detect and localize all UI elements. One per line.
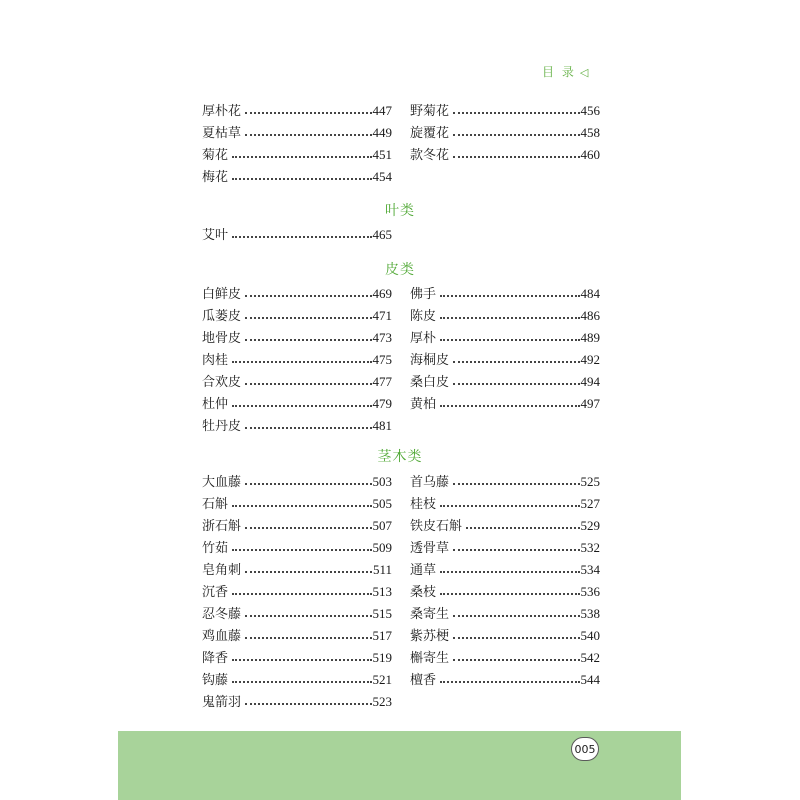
toc-entry[interactable] (410, 603, 600, 625)
entry-name: 肉桂 (202, 353, 229, 368)
entry-page-number: 477 (372, 374, 392, 389)
entry-name: 白鲜皮 (202, 287, 242, 302)
dot-leader (232, 405, 371, 407)
toc-entry[interactable] (202, 493, 392, 515)
entry-page-number: 460 (580, 147, 600, 162)
dot-leader (453, 361, 579, 363)
dot-leader (245, 383, 371, 385)
dot-leader (453, 156, 579, 158)
entry-name: 菊花 (202, 148, 229, 163)
toc-entry[interactable] (202, 144, 392, 166)
entry-page-number: 494 (580, 374, 600, 389)
dot-leader (453, 659, 579, 661)
entry-name: 桑白皮 (410, 375, 450, 390)
dot-leader (232, 361, 371, 363)
entry-page-number: 507 (372, 518, 392, 533)
leaves-left-column (202, 224, 392, 246)
entry-name: 瓜蒌皮 (202, 309, 242, 324)
running-header (542, 63, 590, 80)
entry-page-number: 486 (580, 308, 600, 323)
entry-page-number: 529 (580, 518, 600, 533)
entry-page-number: 542 (580, 650, 600, 665)
toc-entry[interactable] (410, 669, 600, 691)
page-number: 005 (571, 737, 599, 761)
entry-name: 桑枝 (410, 585, 437, 600)
entry-page-number: 479 (372, 396, 392, 411)
toc-entry[interactable] (202, 515, 392, 537)
entry-name: 石斛 (202, 497, 229, 512)
dot-leader (232, 681, 371, 683)
dot-leader (440, 339, 579, 341)
dot-leader (245, 134, 371, 136)
entry-page-number: 521 (372, 672, 392, 687)
section-title-leaves: 叶类 (385, 203, 415, 219)
entry-name: 大血藤 (202, 475, 242, 490)
dot-leader (245, 571, 372, 573)
toc-entry[interactable] (410, 305, 600, 327)
dot-leader (440, 317, 579, 319)
dot-leader (453, 134, 579, 136)
entry-page-number: 497 (580, 396, 600, 411)
entry-page-number: 454 (372, 169, 392, 184)
dot-leader (232, 593, 371, 595)
entry-name: 地骨皮 (202, 331, 242, 346)
toc-entry[interactable] (410, 493, 600, 515)
dot-leader (440, 295, 579, 297)
toc-entry[interactable] (202, 559, 392, 581)
dot-leader (245, 339, 371, 341)
entry-name: 沉香 (202, 585, 229, 600)
toc-entry[interactable] (202, 283, 392, 305)
section-title-barks: 皮类 (385, 262, 415, 278)
triangle-marker-icon: ◁ (579, 66, 591, 79)
entry-name: 忍冬藤 (202, 607, 242, 622)
toc-entry[interactable] (202, 415, 392, 437)
dot-leader (232, 659, 371, 661)
entry-name: 厚朴 (410, 331, 437, 346)
dot-leader (440, 571, 579, 573)
entry-name: 紫苏梗 (410, 629, 450, 644)
entry-page-number: 447 (372, 103, 392, 118)
entry-name: 鬼箭羽 (202, 695, 242, 710)
toc-entry[interactable] (410, 537, 600, 559)
barks-right-column (410, 283, 600, 415)
dot-leader (232, 549, 371, 551)
toc-entry[interactable] (410, 581, 600, 603)
toc-entry[interactable] (202, 581, 392, 603)
dot-leader (232, 156, 371, 158)
entry-page-number: 525 (580, 474, 600, 489)
dot-leader (245, 615, 371, 617)
dot-leader (245, 427, 371, 429)
stems-right-column (410, 471, 600, 691)
dot-leader (245, 112, 371, 114)
dot-leader (453, 483, 579, 485)
entry-page-number: 458 (580, 125, 600, 140)
entry-name: 牡丹皮 (202, 419, 242, 434)
toc-entry[interactable] (202, 349, 392, 371)
entry-name: 首乌藤 (410, 475, 450, 490)
entry-page-number: 517 (372, 628, 392, 643)
entry-page-number: 503 (372, 474, 392, 489)
entry-page-number: 449 (372, 125, 392, 140)
toc-entry[interactable] (410, 283, 600, 305)
toc-entry[interactable] (410, 100, 600, 122)
entry-page-number: 465 (372, 227, 392, 242)
entry-name: 厚朴花 (202, 104, 242, 119)
toc-entry[interactable] (202, 393, 392, 415)
flowers-left-column (202, 100, 392, 188)
entry-page-number: 511 (372, 562, 392, 577)
toc-entry[interactable] (202, 669, 392, 691)
dot-leader (232, 505, 371, 507)
entry-page-number: 492 (580, 352, 600, 367)
section-title-stems: 茎木类 (377, 449, 423, 465)
toc-entry[interactable] (410, 349, 600, 371)
entry-page-number: 451 (372, 147, 392, 162)
entry-page-number: 475 (372, 352, 392, 367)
toc-entry[interactable] (410, 327, 600, 349)
entry-page-number: 544 (580, 672, 600, 687)
toc-entry[interactable] (202, 327, 392, 349)
entry-name: 竹茹 (202, 541, 229, 556)
entry-name: 旋覆花 (410, 126, 450, 141)
dot-leader (245, 703, 371, 705)
dot-leader (440, 681, 579, 683)
dot-leader (245, 637, 371, 639)
toc-entry[interactable] (410, 371, 600, 393)
toc-entry[interactable] (202, 100, 392, 122)
toc-entry[interactable] (202, 122, 392, 144)
entry-name: 浙石斛 (202, 519, 242, 534)
toc-entry[interactable] (410, 144, 600, 166)
entry-page-number: 534 (580, 562, 600, 577)
entry-name: 透骨草 (410, 541, 450, 556)
entry-name: 通草 (410, 563, 437, 578)
dot-leader (245, 317, 371, 319)
entry-name: 陈皮 (410, 309, 437, 324)
toc-entry[interactable] (202, 625, 392, 647)
entry-name: 檀香 (410, 673, 437, 688)
dot-leader (245, 527, 371, 529)
entry-page-number: 505 (372, 496, 392, 511)
dot-leader (466, 527, 579, 529)
toc-entry[interactable] (202, 371, 392, 393)
entry-name: 槲寄生 (410, 651, 450, 666)
toc-entry[interactable] (410, 122, 600, 144)
entry-name: 铁皮石斛 (410, 519, 463, 534)
entry-page-number: 519 (372, 650, 392, 665)
stems-left-column (202, 471, 392, 713)
barks-left-column (202, 283, 392, 437)
dot-leader (453, 549, 579, 551)
toc-entry[interactable] (410, 515, 600, 537)
header-title: 目 录 (542, 65, 576, 79)
toc-entry[interactable] (202, 471, 392, 493)
toc-entry[interactable] (410, 471, 600, 493)
dot-leader (453, 112, 579, 114)
entry-name: 桑寄生 (410, 607, 450, 622)
toc-entry[interactable] (202, 224, 392, 246)
entry-name: 降香 (202, 651, 229, 666)
entry-name: 野菊花 (410, 104, 450, 119)
entry-name: 夏枯草 (202, 126, 242, 141)
entry-page-number: 473 (372, 330, 392, 345)
entry-page-number: 540 (580, 628, 600, 643)
toc-entry[interactable] (202, 166, 392, 188)
toc-entry[interactable] (202, 305, 392, 327)
dot-leader (440, 405, 579, 407)
entry-name: 合欢皮 (202, 375, 242, 390)
entry-page-number: 513 (372, 584, 392, 599)
entry-page-number: 469 (372, 286, 392, 301)
entry-page-number: 523 (372, 694, 392, 709)
entry-page-number: 481 (372, 418, 392, 433)
toc-entry[interactable] (410, 559, 600, 581)
entry-name: 艾叶 (202, 228, 229, 243)
dot-leader (232, 236, 371, 238)
entry-name: 海桐皮 (410, 353, 450, 368)
toc-entry[interactable] (202, 647, 392, 669)
toc-entry[interactable] (410, 625, 600, 647)
entry-page-number: 532 (580, 540, 600, 555)
toc-entry[interactable] (202, 691, 392, 713)
entry-page-number: 536 (580, 584, 600, 599)
toc-entry[interactable] (410, 393, 600, 415)
toc-entry[interactable] (202, 537, 392, 559)
entry-name: 佛手 (410, 287, 437, 302)
toc-entry[interactable] (202, 603, 392, 625)
entry-page-number: 456 (580, 103, 600, 118)
entry-page-number: 538 (580, 606, 600, 621)
dot-leader (453, 383, 579, 385)
dot-leader (453, 637, 579, 639)
toc-entry[interactable] (410, 647, 600, 669)
entry-page-number: 527 (580, 496, 600, 511)
entry-page-number: 509 (372, 540, 392, 555)
dot-leader (440, 593, 579, 595)
entry-name: 梅花 (202, 170, 229, 185)
dot-leader (245, 295, 371, 297)
dot-leader (245, 483, 371, 485)
entry-name: 钩藤 (202, 673, 229, 688)
entry-name: 皂角刺 (202, 563, 242, 578)
entry-name: 桂枝 (410, 497, 437, 512)
dot-leader (453, 615, 579, 617)
dot-leader (440, 505, 579, 507)
entry-page-number: 471 (372, 308, 392, 323)
dot-leader (232, 178, 371, 180)
entry-page-number: 484 (580, 286, 600, 301)
entry-name: 黄柏 (410, 397, 437, 412)
entry-name: 鸡血藤 (202, 629, 242, 644)
entry-name: 款冬花 (410, 148, 450, 163)
flowers-right-column (410, 100, 600, 166)
entry-page-number: 515 (372, 606, 392, 621)
entry-page-number: 489 (580, 330, 600, 345)
entry-name: 杜仲 (202, 397, 229, 412)
